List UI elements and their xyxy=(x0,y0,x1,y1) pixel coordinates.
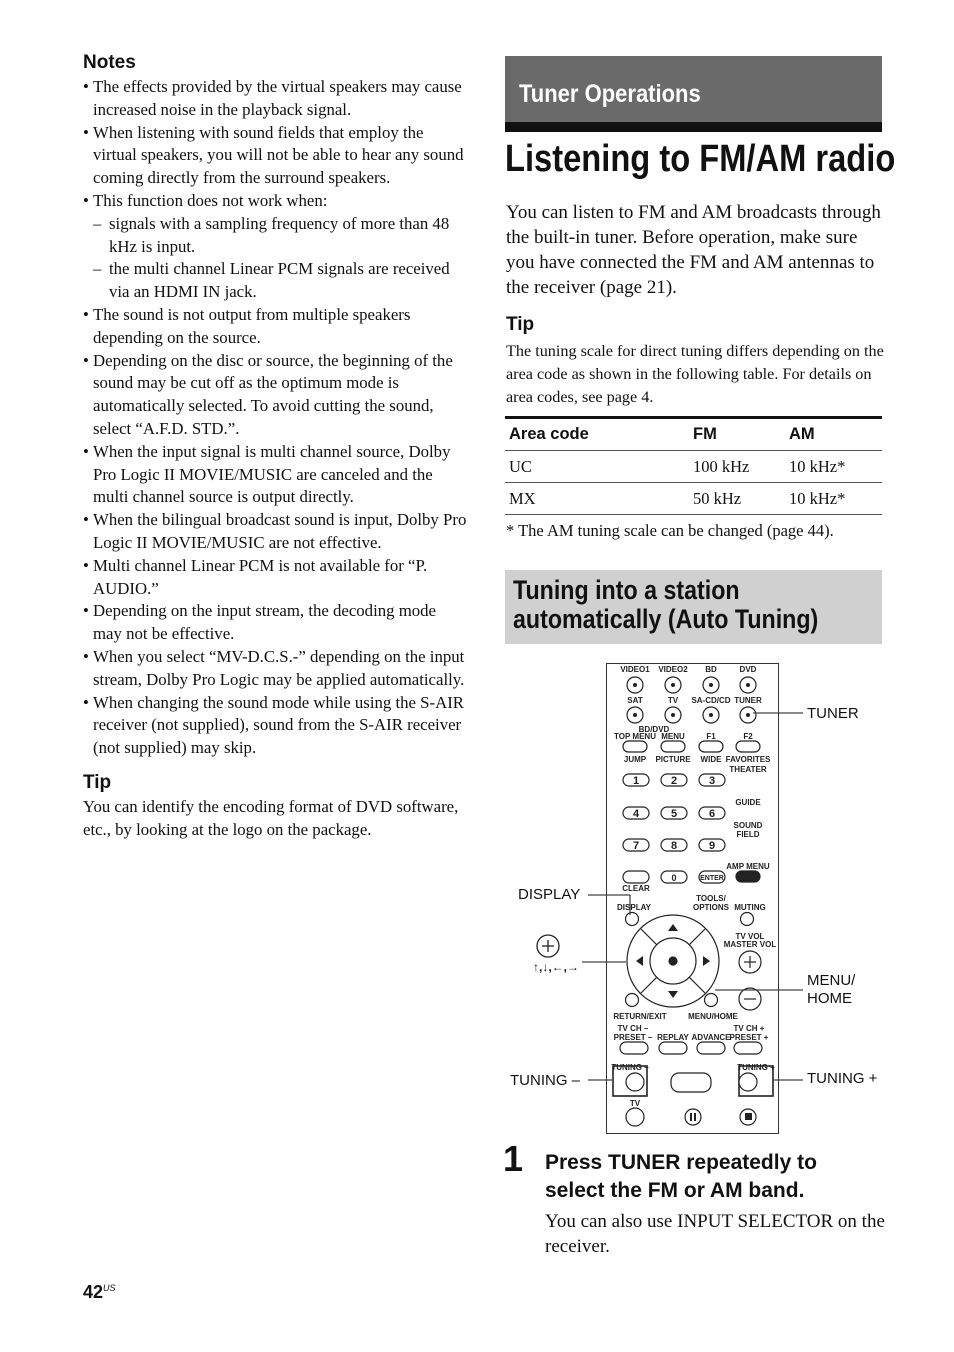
digit-label: 4 xyxy=(632,808,640,820)
table-footnote: * The AM tuning scale can be changed (page 44). xyxy=(506,521,834,540)
digit-label: 1 xyxy=(632,775,640,787)
table-cell: UC xyxy=(505,451,689,483)
notes-heading: Notes xyxy=(83,52,136,73)
callout-display: DISPLAY xyxy=(518,886,581,903)
remote-label: TV CH – xyxy=(617,1024,649,1033)
list-item: • When changing the sound mode while using the S-AIR receiver (not supplied), sound from the S-AIR receiver (not supplied) may skip. xyxy=(83,692,468,760)
remote-label: REPLAY xyxy=(657,1033,689,1042)
remote-label: CLEAR xyxy=(622,884,650,893)
page-number-value: 42 xyxy=(83,1282,104,1302)
list-item: • The sound is not output from multiple speakers depending on the source. xyxy=(83,304,468,350)
digit-label: 5 xyxy=(670,808,678,820)
remote-label: SOUND xyxy=(733,821,763,830)
remote-label: TV CH + xyxy=(733,1024,765,1033)
list-item: • When the bilingual broadcast sound is input, Dolby Pro Logic II MOVIE/MUSIC are not effective. xyxy=(83,509,468,555)
list-item: • Multi channel Linear PCM is not available for “P. AUDIO.” xyxy=(83,555,468,601)
column-header: FM xyxy=(693,425,717,443)
remote-label: OPTIONS xyxy=(692,903,730,912)
callout-tuning-plus: TUNING + xyxy=(807,1070,878,1087)
remote-label: VIDEO1 xyxy=(620,665,650,674)
remote-label: JUMP xyxy=(623,755,647,764)
digit-label: 6 xyxy=(708,808,716,820)
step-instruction: Press TUNER repeatedly to select the FM or AM band. xyxy=(545,1151,817,1202)
remote-label: MENU xyxy=(661,732,685,741)
remote-label: TV xyxy=(629,1099,641,1108)
subsection-title-line: automatically (Auto Tuning) xyxy=(513,604,819,634)
tip-text: The tuning scale for direct tuning differs depending on the area code as shown in the following table. For details on area codes, see page 4. xyxy=(506,342,884,406)
digit-label: 2 xyxy=(670,775,678,787)
arrow-keys-icon: ↑,↓,←,→ xyxy=(533,960,580,974)
digit-label: 9 xyxy=(708,840,716,852)
callout-line: HOME xyxy=(807,990,852,1007)
intro-paragraph: You can listen to FM and AM broadcasts through the built-in tuner. Before operation, make sure you have connected the FM and AM antennas to the receiver (page 21). xyxy=(506,202,881,298)
remote-label: TOP MENU xyxy=(614,732,656,741)
list-item: • Depending on the disc or source, the beginning of the sound may be cut off as the optimum mode is automatically selected. To avoid cutting the sound, select “A.F.D. STD.”. xyxy=(83,350,468,441)
remote-label: PICTURE xyxy=(655,755,691,764)
remote-label: VIDEO2 xyxy=(658,665,688,674)
remote-label: SAT xyxy=(627,696,643,705)
remote-label: PRESET – xyxy=(613,1033,653,1042)
digit-label: 8 xyxy=(670,840,678,852)
table-cell: 100 kHz xyxy=(689,451,785,483)
remote-label: ENTER xyxy=(700,875,724,882)
list-item: • When the input signal is multi channel source, Dolby Pro Logic II MOVIE/MUSIC are canceled and the multi channel source is output directly. xyxy=(83,441,468,509)
page-number xyxy=(83,1282,116,1303)
column-header: Area code xyxy=(509,425,589,443)
remote-label: TV VOL xyxy=(735,932,765,941)
remote-label: BD xyxy=(705,665,717,674)
table-cell: 10 kHz* xyxy=(785,483,882,515)
remote-label: SA-CD/CD xyxy=(691,696,731,705)
page-number-suffix: US xyxy=(103,1283,116,1293)
digit-label: 0 xyxy=(671,873,677,883)
digit-label: 3 xyxy=(708,775,716,787)
remote-label: F1 xyxy=(706,732,716,741)
list-item: • The effects provided by the virtual speakers may cause increased noise in the playback signal. xyxy=(83,76,468,122)
callout-line: MENU/ xyxy=(807,972,856,989)
tip-heading: Tip xyxy=(506,314,535,335)
remote-label: TOOLS/ xyxy=(696,894,726,903)
digit-label: 7 xyxy=(632,840,640,852)
remote-label: F2 xyxy=(743,732,753,741)
remote-label: THEATER xyxy=(729,765,767,774)
remote-label: TUNING – xyxy=(611,1063,649,1072)
sub-list-item: – the multi channel Linear PCM signals are received via an HDMI IN jack. xyxy=(93,258,468,304)
column-header: AM xyxy=(789,425,815,443)
remote-label: TUNER xyxy=(734,696,762,705)
page-title: Listening to FM/AM radio xyxy=(505,138,896,180)
remote-label: FAVORITES xyxy=(725,755,771,764)
remote-label: GUIDE xyxy=(735,798,761,807)
remote-label: BD/DVD xyxy=(638,725,670,734)
section-title: Tuner Operations xyxy=(519,80,701,108)
remote-label: RETURN/EXIT xyxy=(613,1012,667,1021)
callout-tuning-minus: TUNING – xyxy=(510,1072,581,1089)
remote-label: MASTER VOL xyxy=(723,940,777,949)
sub-list-item: – signals with a sampling frequency of more than 48 kHz is input. xyxy=(93,213,468,259)
step-number: 1 xyxy=(503,1138,524,1179)
tip-heading: Tip xyxy=(83,771,112,793)
remote-label: DISPLAY xyxy=(617,903,651,912)
remote-label: TV xyxy=(667,696,679,705)
tip-text: You can identify the encoding format of DVD software, etc., by looking at the logo on the package. xyxy=(83,796,459,839)
step-note: You can also use INPUT SELECTOR on the receiver. xyxy=(545,1211,885,1257)
list-item-text: This function does not work when: xyxy=(93,190,328,210)
remote-label: MENU/HOME xyxy=(688,1012,738,1021)
callout-tuner: TUNER xyxy=(807,705,859,722)
callout-menu-home xyxy=(807,972,855,1008)
subsection-title-line: Tuning into a station xyxy=(513,575,740,605)
remote-label: PRESET + xyxy=(729,1033,769,1042)
table-cell: 50 kHz xyxy=(689,483,785,515)
remote-label: WIDE xyxy=(700,755,722,764)
table-cell: 10 kHz* xyxy=(785,451,882,483)
table-cell: MX xyxy=(505,483,689,515)
list-item: • When you select “MV-D.C.S.-” depending on the input stream, Dolby Pro Logic may be applied automatically. xyxy=(83,646,468,692)
list-item: • When listening with sound fields that employ the virtual speakers, you will not be able to hear any sound coming directly from the surround speakers. xyxy=(83,122,468,190)
remote-label: FIELD xyxy=(736,830,760,839)
list-item: • Depending on the input stream, the decoding mode may not be effective. xyxy=(83,600,468,646)
remote-label: TUNING + xyxy=(737,1063,775,1072)
remote-label: MUTING xyxy=(734,903,766,912)
crosshair-icon xyxy=(537,935,559,957)
remote-label: AMP MENU xyxy=(726,862,770,871)
remote-label: DVD xyxy=(739,665,757,674)
remote-label: ADVANCE xyxy=(691,1033,731,1042)
